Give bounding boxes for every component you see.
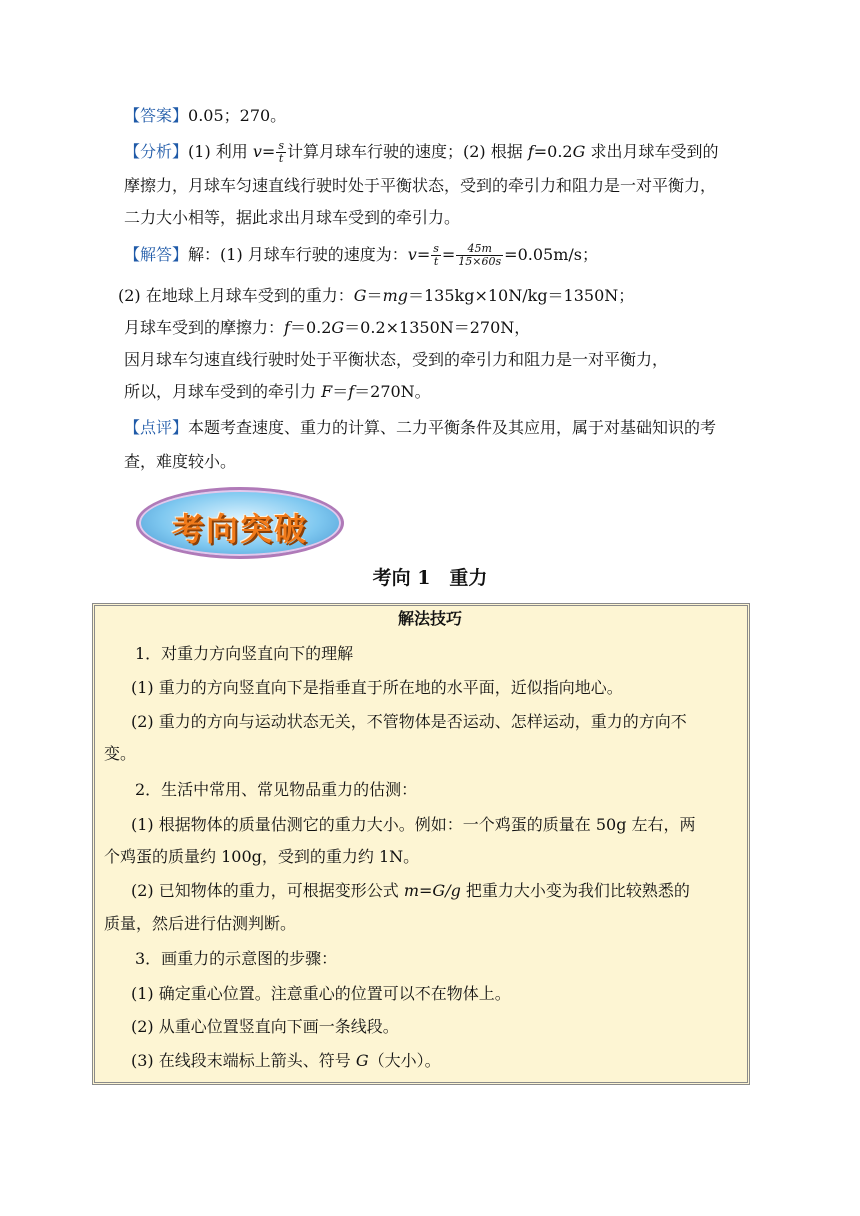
formula-var: G: [572, 142, 586, 161]
tips-heading-2: 2．生活中常用、常见物品重力的估测：: [135, 780, 418, 799]
answer-line: [124, 105, 764, 127]
speed-fraction: [431, 243, 441, 268]
analysis-text: =0.2: [533, 142, 573, 161]
solution-text: ＝: [332, 382, 349, 401]
formula-var: f: [527, 142, 534, 161]
solution-text: 解：(1) 月球车行驶的速度为：: [188, 245, 408, 264]
analysis-text: 求出月球车受到的: [585, 142, 719, 161]
speed-fraction: [276, 140, 286, 165]
solution-line-4: 因月球车匀速直线行驶时处于平衡状态，受到的牵引力和阻力是一对平衡力，: [124, 350, 669, 369]
analysis-text: 计算月球车行驶的速度；(2) 根据: [286, 142, 528, 161]
comment-line-1: [124, 417, 764, 439]
fraction-denominator: t: [278, 152, 284, 165]
tips-step: (2) 从重心位置竖直向下画一条线段。: [131, 1017, 399, 1036]
formula-var: f: [284, 318, 290, 337]
solution-text: (2) 在地球上月球车受到的重力：: [118, 286, 354, 305]
solution-text: ＝0.2: [289, 318, 332, 337]
tips-text: （大小）。: [368, 1051, 441, 1070]
fraction-numerator: s: [433, 242, 439, 255]
solution-tag: 【解答】: [124, 245, 189, 264]
formula-var: f: [348, 382, 355, 401]
solution-text: 月球车受到的摩擦力：: [124, 318, 285, 337]
tips-heading-1: 1．对重力方向竖直向下的理解: [135, 644, 354, 663]
value-fraction: [456, 243, 503, 268]
tips-text: (2) 已知物体的重力，可根据变形公式: [131, 881, 404, 900]
formula-eq: =: [261, 142, 276, 161]
analysis-line-1: [124, 140, 764, 165]
tips-text: (3) 在线段末端标上箭头、符号: [131, 1051, 356, 1070]
solution-line-2: [118, 285, 764, 307]
tips-paragraph: (1) 重力的方向竖直向下是指垂直于所在地的水平面，近似指向地心。: [131, 678, 623, 697]
banner-text: 考向突破: [171, 510, 308, 548]
fraction-denominator: t: [433, 255, 439, 268]
solution-line-5: [124, 381, 764, 403]
solution-text: ＝270N。: [354, 382, 431, 401]
tips-paragraph: 质量，然后进行估测判断。: [104, 914, 297, 933]
comment-tag: 【点评】: [124, 418, 189, 437]
answer-tag: 【答案】: [124, 106, 189, 125]
solution-text: ＝0.2×1350N＝270N，: [344, 318, 531, 337]
formula-var: G: [331, 318, 345, 337]
analysis-line-2: 摩擦力，月球车匀速直线行驶时处于平衡状态，受到的牵引力和阻力是一对平衡力，: [124, 176, 717, 195]
tips-text: 把重力大小变为我们比较熟悉的: [460, 881, 690, 900]
tips-step: (1) 确定重心位置。注意重心的位置可以不在物体上。: [131, 984, 511, 1003]
solution-text: ＝: [366, 286, 383, 305]
solution-line-3: [124, 317, 764, 339]
tips-paragraph: 变。: [104, 744, 137, 763]
solution-text: 所以，月球车受到的牵引力: [124, 382, 322, 401]
comment-text: 本题考查速度、重力的计算、二力平衡条件及其应用，属于对基础知识的考: [188, 418, 717, 437]
section-title: 考向 1 重力: [372, 567, 488, 589]
analysis-line-3: 二力大小相等，据此求出月球车受到的牵引力。: [124, 208, 461, 227]
tips-box: [92, 603, 750, 1085]
solution-line-1: [124, 243, 764, 268]
analysis-tag: 【分析】: [124, 142, 189, 161]
fraction-numerator: s: [278, 139, 284, 152]
tips-title: 解法技巧: [397, 609, 462, 628]
formula-var: v: [252, 142, 262, 161]
comment-line-2: 查，难度较小。: [124, 452, 237, 471]
mass-formula: m=G/g: [403, 881, 461, 900]
formula-var: F: [321, 382, 333, 401]
fraction-numerator: 45m: [456, 243, 503, 256]
formula-var: G: [355, 1051, 369, 1070]
tips-step: [131, 1050, 748, 1072]
solution-text: =0.05m/s；: [504, 245, 598, 264]
formula-var: mg: [382, 286, 408, 305]
solution-text: ＝135kg×10N/kg＝1350N；: [407, 286, 635, 305]
fraction-denominator: 15×60s: [458, 255, 502, 268]
tips-paragraph: [131, 880, 748, 902]
formula-eq: =: [441, 245, 456, 264]
formula-var: v: [407, 245, 417, 264]
tips-paragraph: (1) 根据物体的质量估测它的重力大小。例如：一个鸡蛋的质量在 50g 左右，两: [131, 815, 696, 834]
tips-heading-3: 3．画重力的示意图的步骤：: [135, 949, 338, 968]
tips-paragraph: (2) 重力的方向与运动状态无关，不管物体是否运动、怎样运动，重力的方向不: [131, 712, 687, 731]
tips-paragraph: 个鸡蛋的质量约 100g，受到的重力约 1N。: [104, 847, 420, 866]
section-banner: [136, 487, 344, 559]
answer-text: 0.05；270。: [188, 106, 287, 125]
formula-eq: =: [416, 245, 431, 264]
analysis-text: (1) 利用: [188, 142, 253, 161]
formula-var: G: [353, 286, 367, 305]
